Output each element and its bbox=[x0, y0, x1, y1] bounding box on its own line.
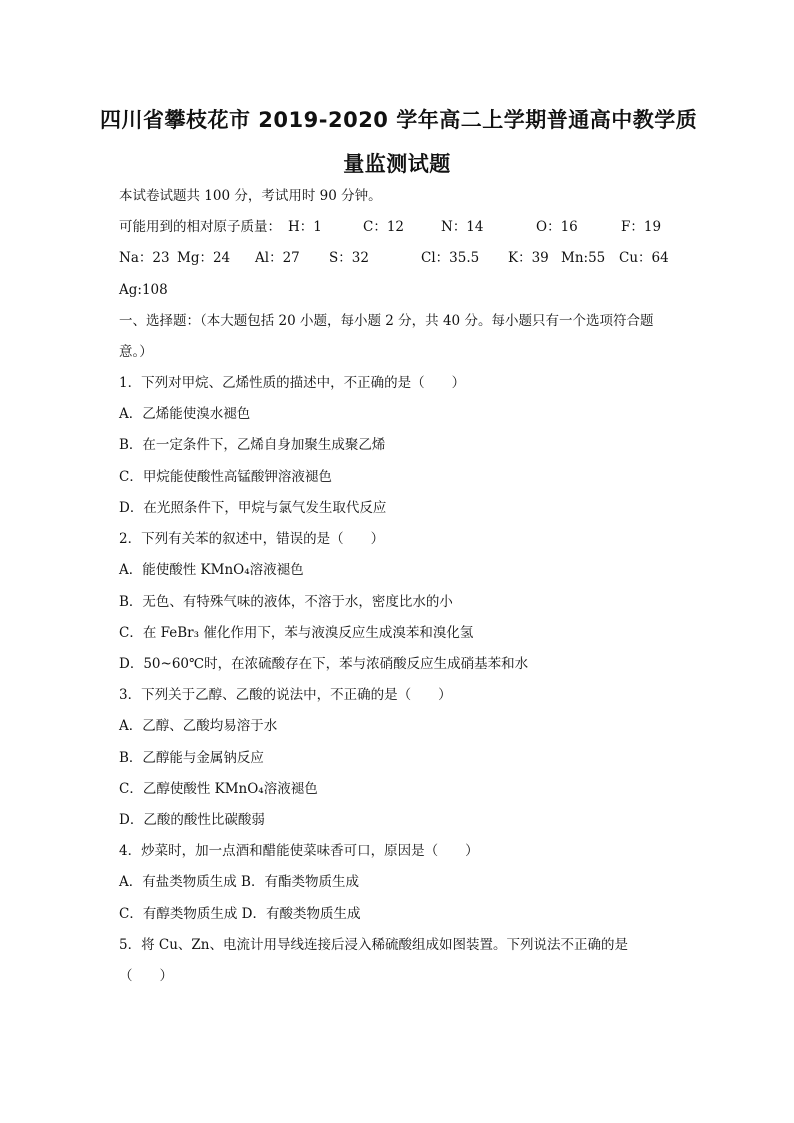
atomic-mass-f: F：19 bbox=[621, 219, 662, 235]
question-1-option-a: A．乙烯能使溴水褪色 bbox=[119, 406, 251, 422]
question-1-option-b: B．在一定条件下，乙烯自身加聚生成聚乙烯 bbox=[119, 437, 386, 453]
page-title-line-2: 量监测试题 bbox=[343, 152, 451, 176]
question-4-stem: 4．炒菜时，加一点酒和醋能使菜味香可口，原因是（ ） bbox=[119, 843, 479, 859]
section-heading: 一、选择题：（本大题包括 20 小题，每小题 2 分，共 40 分。每小题只有一个选项符合题 bbox=[119, 313, 654, 329]
atomic-mass-ag: Ag:108 bbox=[119, 282, 168, 298]
exam-info: 本试卷试题共 100 分，考试用时 90 分钟。 bbox=[119, 188, 382, 204]
question-1-option-d: D．在光照条件下，甲烷与氯气发生取代反应 bbox=[119, 500, 387, 516]
atomic-mass-na: Na：23 bbox=[119, 250, 170, 266]
question-2-option-c: C．在 FeBr₃ 催化作用下，苯与液溴反应生成溴苯和溴化氢 bbox=[119, 625, 474, 641]
page-title-line-1: 四川省攀枝花市 2019-2020 学年高二上学期普通高中教学质 bbox=[100, 108, 698, 132]
atomic-mass-n: N：14 bbox=[441, 219, 484, 235]
question-3-option-d: D．乙酸的酸性比碳酸弱 bbox=[119, 812, 265, 828]
question-2-option-b: B．无色、有特殊气味的液体，不溶于水，密度比水的小 bbox=[119, 594, 453, 610]
atomic-mass-mn: Mn:55 bbox=[561, 250, 606, 266]
question-5-stem: 5．将 Cu、Zn、电流计用导线连接后浸入稀硫酸组成如图装置。下列说法不正确的是 bbox=[119, 937, 628, 953]
atomic-mass-k: K：39 bbox=[508, 250, 549, 266]
section-heading-cont: 意。） bbox=[119, 344, 153, 360]
question-5-stem-cont: （ ） bbox=[119, 968, 173, 984]
question-2-stem: 2．下列有关苯的叙述中，错误的是（ ） bbox=[119, 531, 385, 547]
question-1-stem: 1．下列对甲烷、乙烯性质的描述中，不正确的是（ ） bbox=[119, 375, 466, 391]
question-3-option-a: A．乙醇、乙酸均易溶于水 bbox=[119, 718, 278, 734]
atomic-masses-label: 可能用到的相对原子质量： bbox=[119, 219, 281, 235]
question-4-options-cd: C．有醇类物质生成 D．有酸类物质生成 bbox=[119, 906, 361, 922]
atomic-mass-al: Al：27 bbox=[255, 250, 300, 266]
question-2-option-d: D．50~60℃时，在浓硫酸存在下，苯与浓硝酸反应生成硝基苯和水 bbox=[119, 656, 529, 672]
question-3-option-b: B．乙醇能与金属钠反应 bbox=[119, 750, 264, 766]
question-1-option-c: C．甲烷能使酸性高锰酸钾溶液褪色 bbox=[119, 469, 332, 485]
question-4-options-ab: A．有盐类物质生成 B．有酯类物质生成 bbox=[119, 874, 359, 890]
atomic-mass-mg: Mg：24 bbox=[177, 250, 231, 266]
atomic-mass-c: C：12 bbox=[363, 219, 405, 235]
question-2-option-a: A．能使酸性 KMnO₄溶液褪色 bbox=[119, 562, 304, 578]
atomic-mass-s: S：32 bbox=[329, 250, 369, 266]
atomic-mass-cu: Cu：64 bbox=[619, 250, 669, 266]
atomic-mass-o: O：16 bbox=[536, 219, 578, 235]
atomic-mass-cl: Cl：35.5 bbox=[421, 250, 480, 266]
atomic-mass-h: H：1 bbox=[288, 219, 322, 235]
question-3-option-c: C．乙醇使酸性 KMnO₄溶液褪色 bbox=[119, 781, 318, 797]
question-3-stem: 3．下列关于乙醇、乙酸的说法中，不正确的是（ ） bbox=[119, 687, 452, 703]
